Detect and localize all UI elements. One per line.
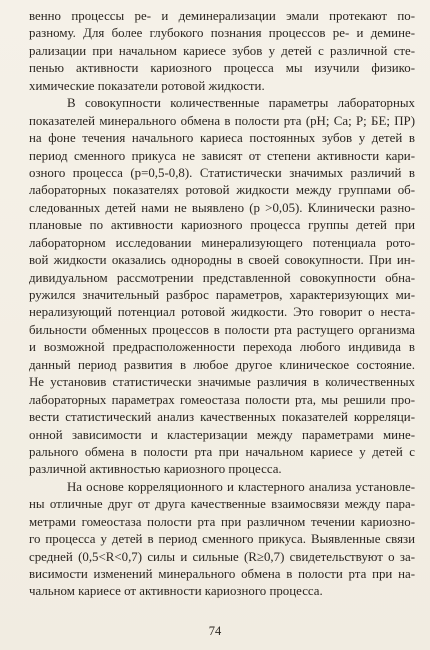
text-line: чальном кариесе от активности кариозного процесса.: [29, 584, 323, 599]
page-number: 74: [208, 624, 222, 638]
text-line: бильности обменных процессов в полости рта растущего организма: [29, 322, 415, 337]
text-line: и возможной предрасположенности перехода любого индивида в: [29, 340, 415, 355]
text-line: следованных детей нами не выявлено (p >0,05). Клинически разно-: [29, 200, 415, 215]
text-line: показателей минерального обмена в полости рта (pH; Ca; P; БЕ; ПР): [29, 113, 415, 128]
text-line: нерализующий потенциал ротовой жидкости. Это говорит о неста-: [29, 305, 415, 320]
text-line: метрами гомеостаза полости рта при различном течении кариозно-: [29, 514, 415, 529]
text-line: вой жидкости оказались однородны в своей совокупности. При ин-: [29, 253, 415, 268]
text-line: онной зависимости и кластеризации между параметрами мине-: [29, 427, 415, 442]
text-line: разному. Для более глубокого познания процессов ре- и демине-: [29, 26, 415, 41]
text-line: плановые по активности кариозного процесса группы детей при: [29, 218, 415, 233]
text-line: озного процесса (p=0,5-0,8). Статистически значимых различий в: [29, 165, 415, 180]
text-line: данный период развития в любое другое клиническое состояние.: [29, 357, 415, 372]
text-line: лабораторных показателях ротовой жидкости между группами об-: [29, 183, 415, 198]
text-line: На основе корреляционного и кластерного анализа установле-: [67, 479, 415, 494]
text-line: висимости изменений минерального обмена в полости рта при на-: [29, 567, 415, 581]
text-line: вести статистический анализ качественных показателей корреляци-: [29, 410, 415, 425]
text-line: лабораторных параметрах гомеостаза полости рта, мы решили про-: [29, 392, 415, 407]
text-line: дивидуальном рассмотрении представленной совокупности обна-: [29, 270, 415, 285]
text-line: го процесса у детей в период сменного прикуса. Выявленные связи: [29, 532, 415, 547]
text-line: лабораторном исследовании минерализующего потенциала рото-: [29, 235, 415, 250]
text-line: различной активностью кариозного процесса.: [29, 462, 282, 477]
text-line: рального обмена в полости рта при начальном кариесе у детей с: [29, 444, 415, 459]
body-text: [29, 8, 415, 601]
text-line: ны отличные друг от друга качественные взаимосвязи между пара-: [29, 497, 415, 512]
text-line: В совокупности количественные параметры лабораторных: [67, 96, 415, 111]
text-line: химические показатели ротовой жидкости.: [29, 78, 265, 93]
text-line: венно процессы ре- и деминерализации эмали протекают по-: [29, 9, 415, 23]
text-line: рализации при начальном кариесе зубов у детей с различной сте-: [29, 43, 415, 58]
text-line: пенью активности кариозного процесса мы изучили физико-: [29, 61, 415, 76]
text-line: средней (0,5<R<0,7) силы и сильные (R≥0,7) свидетельствуют о за-: [29, 549, 415, 564]
text-line: ружился значительный разброс параметров, характеризующих ми-: [29, 288, 415, 302]
text-line: период сменного прикуса не зависят от степени активности кари-: [29, 148, 415, 163]
text-line: на фоне течения начального кариеса постоянных зубов у детей в: [29, 131, 415, 146]
text-line: Не установив статистически значимые различия в количественных: [29, 375, 415, 390]
